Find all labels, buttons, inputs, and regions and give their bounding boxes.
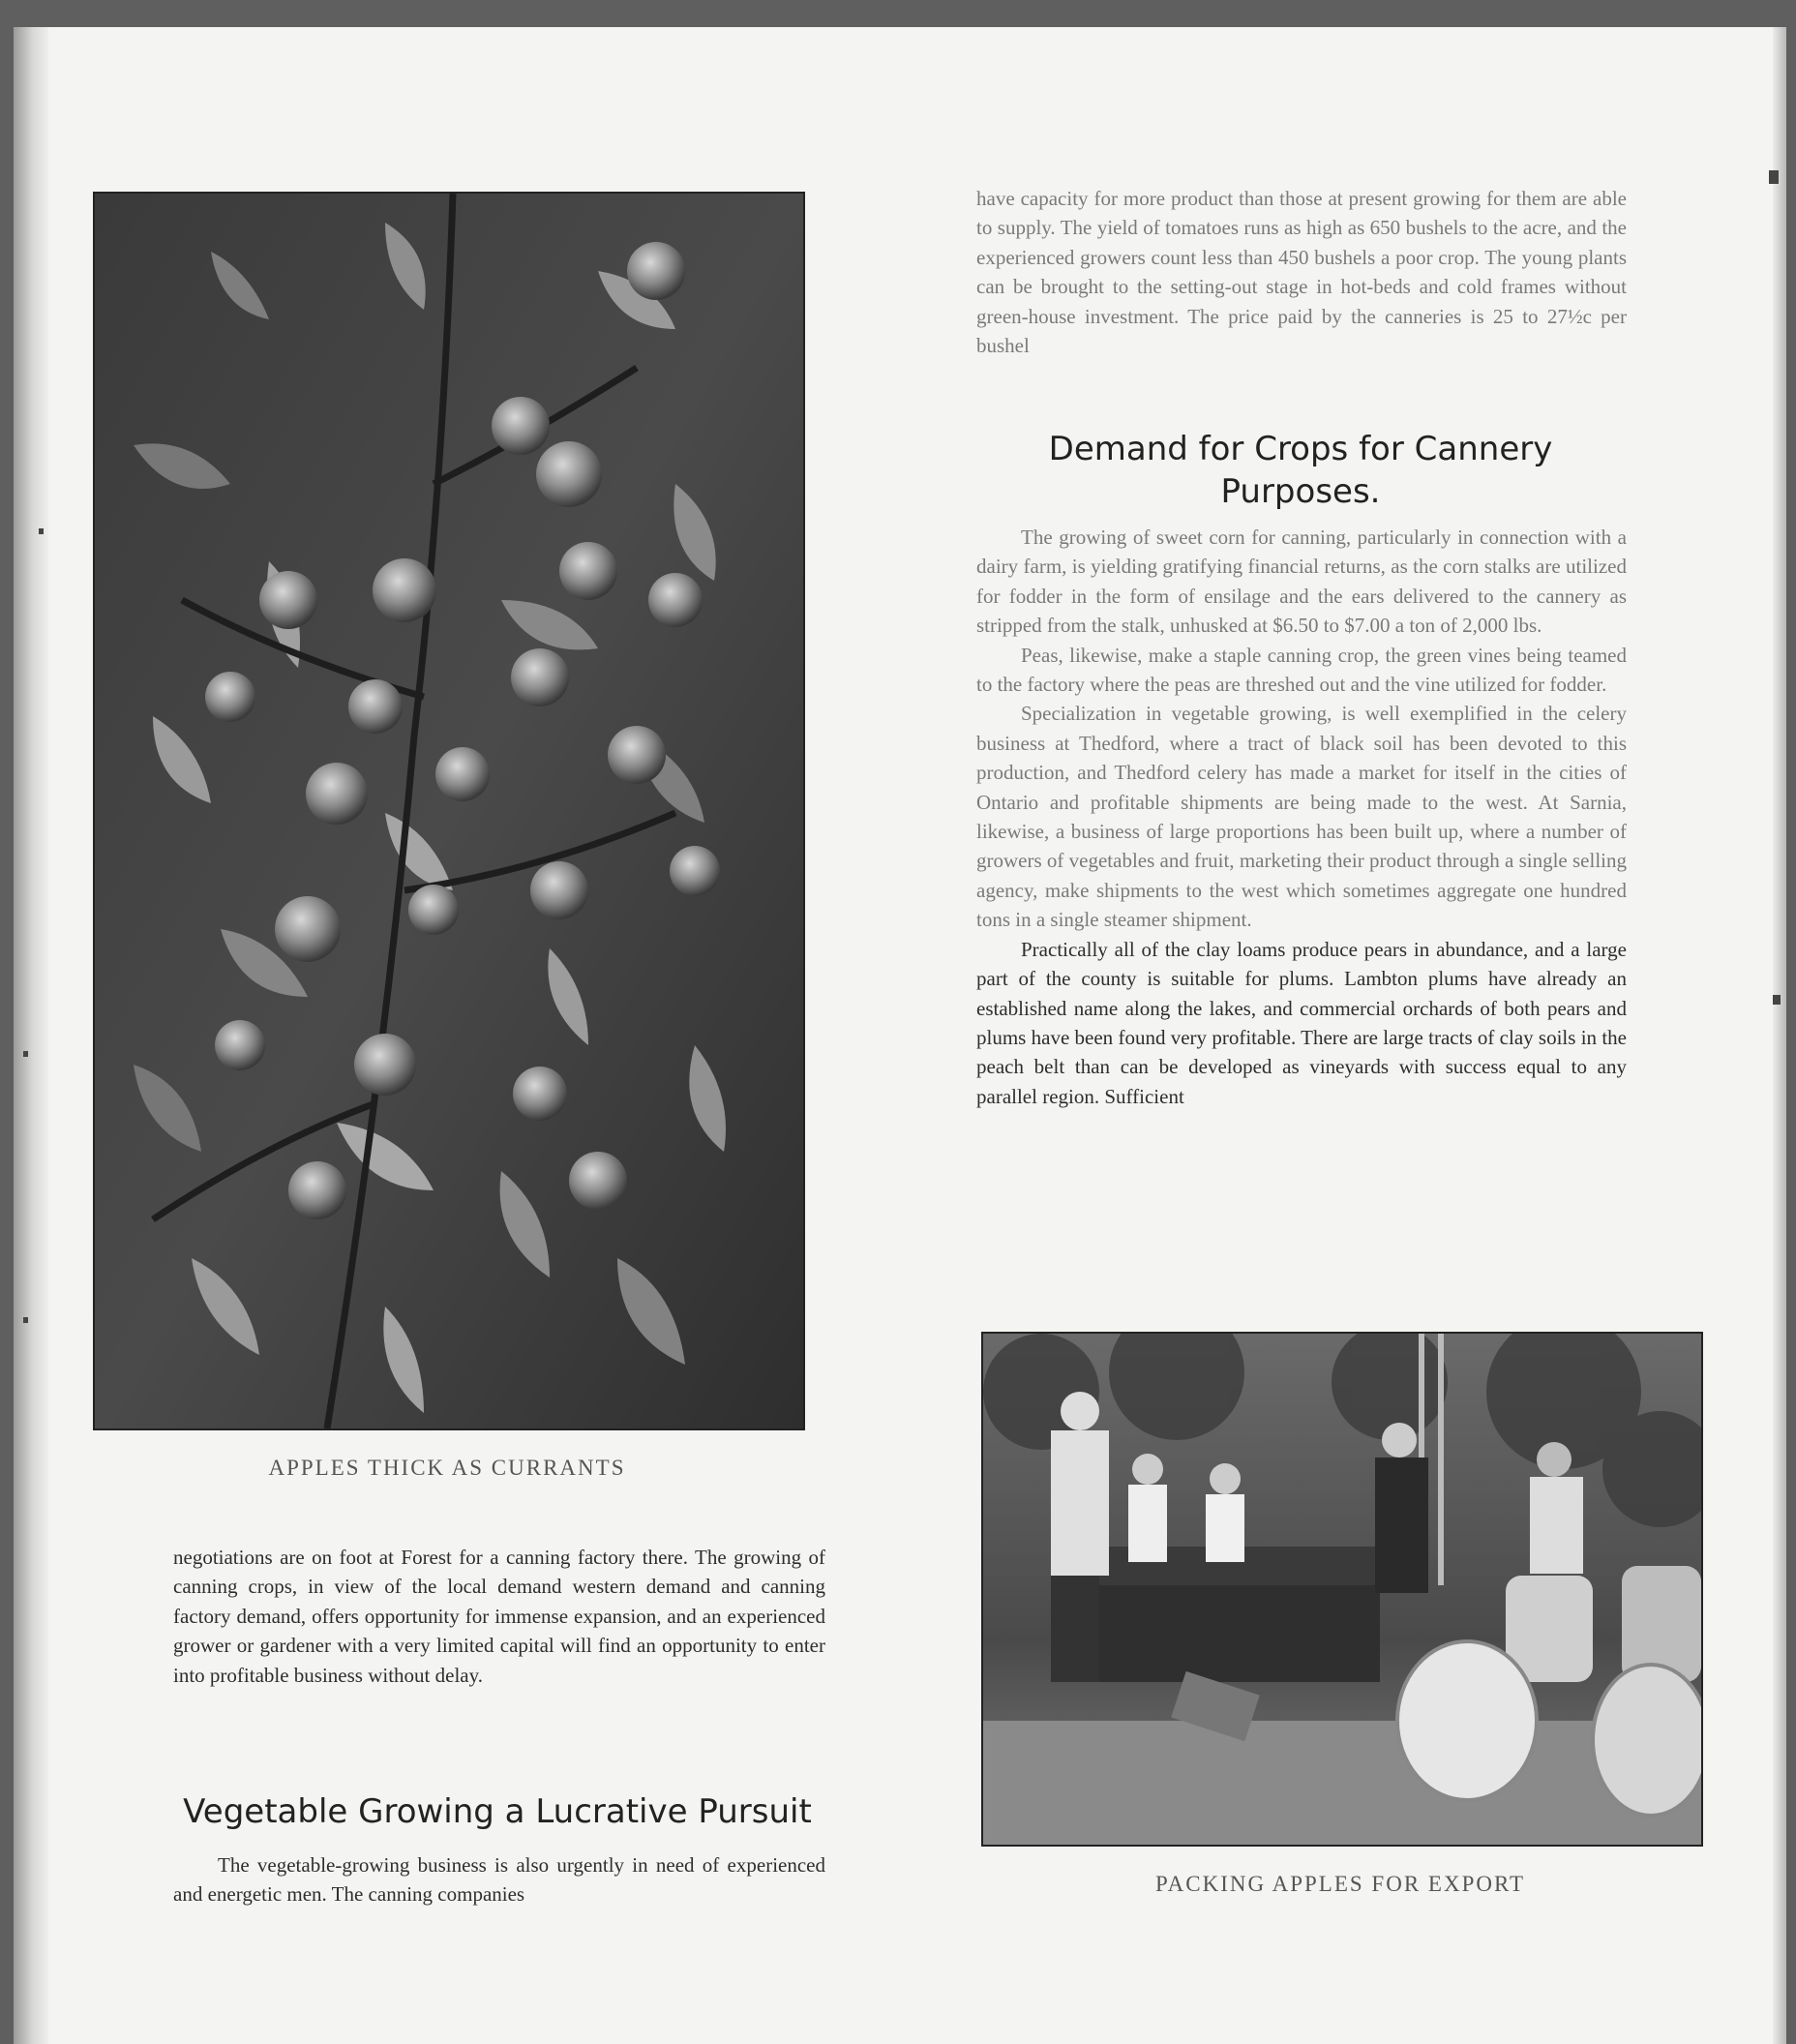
apple-tree-illustration [95, 194, 803, 1428]
margin-mark [1769, 170, 1779, 184]
left-paragraph-text: negotiations are on foot at Forest for a canning factory there. The growing of canning crops, in view of the local demand western demand and canning factory demand, offers opportunity for immense expansion, and an experienced grower or gardener with a very limited capital will find an opportunity to enter into profitable business without delay. [173, 1546, 825, 1687]
apple-tree-photo [93, 192, 805, 1430]
vegetable-growing-paragraph [173, 1850, 825, 1909]
cannery-demand-heading: Demand for Crops for Cannery Purposes. [1048, 430, 1553, 511]
page-edge [1773, 27, 1786, 2044]
packing-photo-caption: PACKING APPLES FOR EXPORT [1155, 1872, 1525, 1896]
pears-plums-paragraph: Practically all of the clay loams produce pears in abundance, and a large part of the county is suitable for plums. Lambton plums have already an established name along the lakes, and commercial orchards of both pears and plums have been found very profitable. There are large tracts of clay soils in the peach belt than can be developed as vineyards with success equal to any parallel region. Sufficient [976, 937, 1627, 1108]
scanned-page [14, 27, 1786, 2044]
vegetable-growing-text: The vegetable-growing business is also urgently in need of experienced and energetic men. The canning companies [173, 1853, 825, 1907]
vegetable-growing-heading: Vegetable Growing a Lucrative Pursuit [183, 1792, 812, 1831]
packing-apples-illustration [983, 1334, 1701, 1845]
page-binding [14, 27, 48, 2044]
margin-mark [1773, 995, 1781, 1005]
left-paragraph [173, 1543, 825, 1690]
peas-paragraph: Peas, likewise, make a staple canning crop, the green vines being teamed to the factory where the peas are threshed out and the vine utilized for fodder. [976, 643, 1627, 697]
margin-mark [23, 1051, 28, 1057]
sweet-corn-paragraph: The growing of sweet corn for canning, particularly in connection with a dairy farm, is yielding gratifying financial returns, as the corn stalks are utilized for fodder in the form of ensilage and the ears delivered to the cannery as stripped from the stalk, unhusked at $6.50 to $7.00 a ton of 2,000 lbs. [976, 526, 1627, 638]
continued-paragraph-text: have capacity for more product than those at present growing for them are able to supply. The yield of tomatoes runs as high as 650 bushels to the acre, and the experienced growers count less than 450 bushels a poor crop. The young plants can be brought to the setting-out stage in hot-beds and cold frames without green-house investment. The price paid by the canneries is 25 to 27½c per bushel [976, 187, 1627, 358]
continued-paragraph [976, 184, 1627, 360]
celery-paragraph: Specialization in vegetable growing, is well exemplified in the celery business at Thedford, where a tract of black soil has been devoted to this production, and Thedford celery has made a market for itself in the cities of Ontario and profitable shipments are being made to the west. At Sarnia, likewise, a business of large proportions has been built up, where a number of growers of vegetables and fruit, marketing their product through a single selling agency, make shipments to the west which sometimes aggregate one hundred tons in a single steamer shipment. [976, 702, 1627, 932]
cannery-paragraphs [976, 523, 1627, 1111]
apple-photo-caption: APPLES THICK AS CURRANTS [268, 1456, 626, 1480]
packing-apples-photo [981, 1332, 1703, 1847]
margin-mark [39, 528, 44, 534]
margin-mark [23, 1317, 28, 1323]
